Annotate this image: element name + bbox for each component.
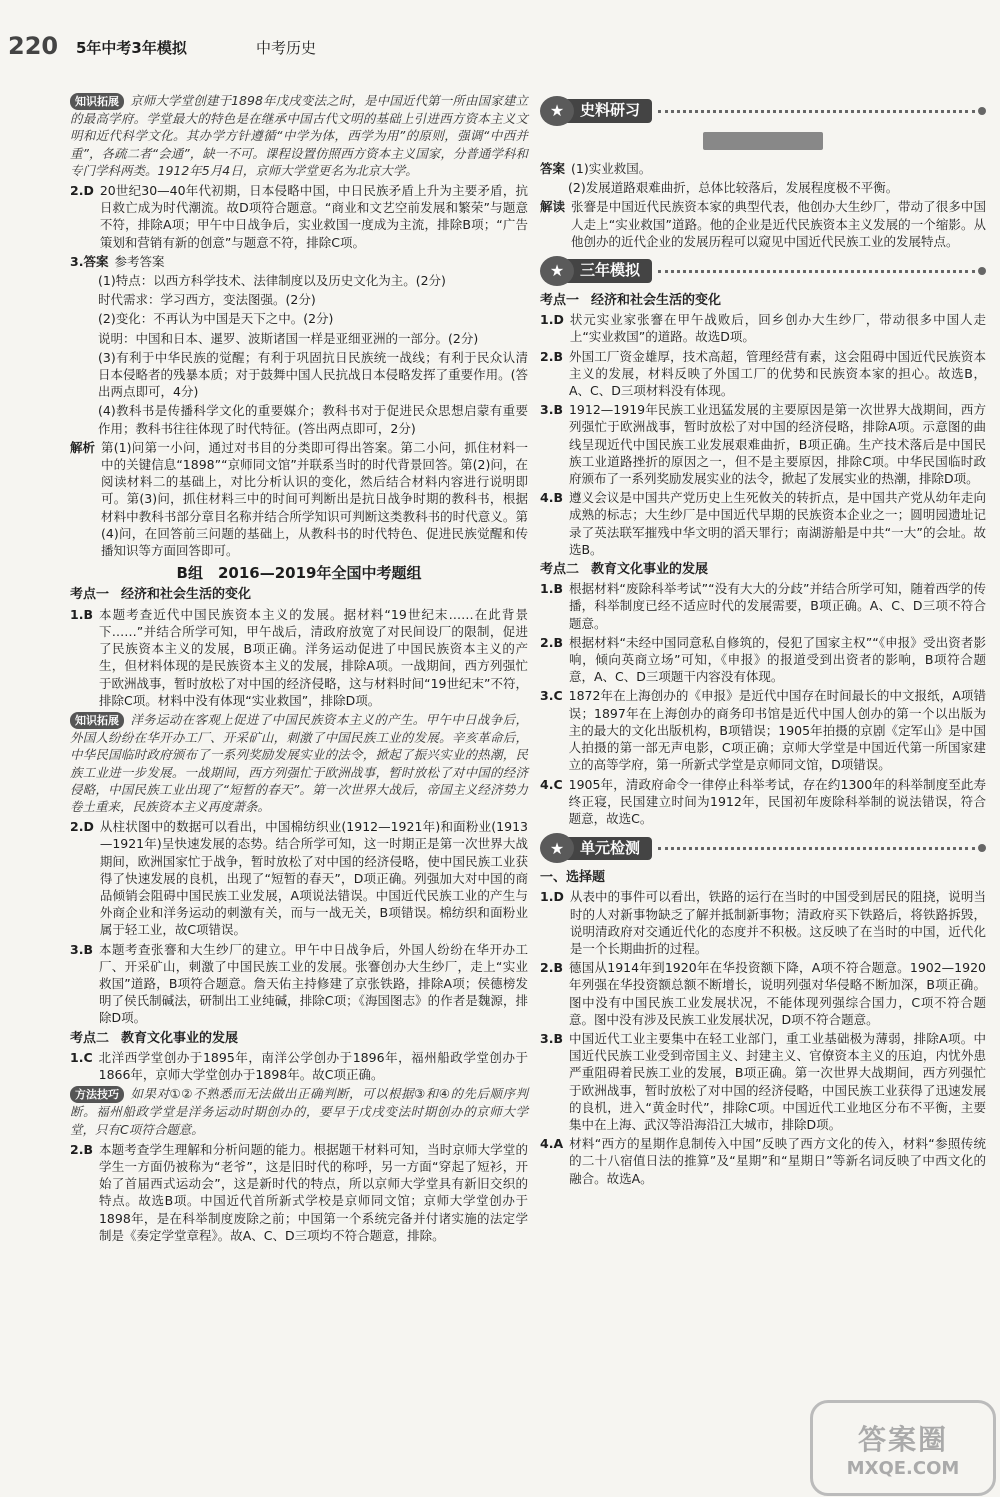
answer-item [540, 580, 986, 632]
knowledge-point-heading [540, 292, 986, 309]
group-title: B组 2016—2019年全国中考题组 [176, 564, 422, 583]
knowledge-point-heading [540, 561, 986, 578]
mascot-icon: ★ [540, 256, 574, 286]
answer-text: 材料“西方的星期作息制传入中国”反映了西方文化的传入，材料“参照传统的二十八宿值日法的推算”及“星期”和“星期日”等新名词反映了中西文化的融合。故选A。 [569, 1136, 986, 1186]
answer-item [70, 818, 528, 938]
kp-label: 考点二 [70, 1030, 110, 1046]
kp-title: 经济和社会生活的变化 [591, 293, 722, 309]
section-header-unit-test [540, 833, 986, 863]
answer-number: 2.B [70, 1141, 93, 1157]
divider-dot [978, 844, 986, 852]
answer-number: 1.B [540, 581, 563, 597]
answer-item [540, 489, 986, 558]
answer-number: 2.B [540, 348, 563, 364]
book-title: 5年中考3年模拟 [76, 39, 187, 57]
answer-sub: 说明：中国和日本、暹罗、波斯诸国一样是亚细亚洲的一部分。(2分) [98, 330, 479, 346]
answer-sub: (2)变化：不再认为中国是天下之中。(2分) [98, 311, 334, 327]
answer-text: 从柱状图中的数据可以看出，中国棉纺织业(1912—1921年)和面粉业(1913—1921年)呈快速发展的态势。结合所学可知，这一时期正是第一次世界大战期间，欧洲国家忙于战争，暂时放松了对中国的经济侵略，使中国民族工业获得了快速发展的良机，出现了“短暂的春天”，D项正确。列强加大对中国的商品倾销会阻碍中国民族工业发展，A项说法错误。中国近代民族工业的产生与外商企业和洋务运动的刺激有关，而与一战无关，B项错误。棉纺织和面粉业属于轻工业，故C项错误。 [99, 819, 528, 938]
answer-text: 本题考查学生理解和分析问题的能力。根据题干材料可知，当时京师大学堂的学生一方面仍被称为“老爷”，这是旧时代的称呼，另一方面“穿起了短衫，开始了首届西式运动会”，这是新时代的特点，所以京师大学堂具有新旧交织的特点。故选B项。中国近代首所新式学校是京师同文馆；京师大学堂创办于1898年，是在科举制度废除之前；中国第一个系统完备并付诸实施的法定学制是《奏定学堂章程》。故A、C、D三项均不符合题意，排除。 [98, 1141, 528, 1243]
answer-number: 3.答案 [70, 253, 109, 269]
kp-label: 考点二 [540, 562, 580, 578]
analysis-text: 第(1)问第一小问，通过对书目的分类即可得出答案。第二小问，抓住材料一中的关键信息“1898”“京师同文馆”并联系当时的时代背景回答。第(2)问，在阅读材料二的基础上，对比分析认识的变化，然后结合材料内容进行说明即可。第(3)问，抓住材料三中的时间可判断出是抗日战争时期的教科书，根据材料中教科书部分章目名称并结合所学知识可判断这类教科书的时代意义。第(4)问，在回答前三问题的基础上，从教科书的时代特色、促进民族觉醒和传播知识等方面回答即可。 [101, 439, 528, 559]
analysis-label: 解读 [540, 199, 566, 215]
kp-title: 经济和社会生活的变化 [121, 587, 252, 603]
answer-label: 答案 [540, 161, 566, 176]
answer-text: 根据材料“废除科举考试”“没有大大的分歧”并结合所学可知，随着西学的传播，科举制度已经不适应时代的发展需要，B项正确。A、C、D三项不符合题意。 [568, 581, 986, 631]
tip-badge: 方法技巧 [70, 1086, 124, 1103]
tip-text: 洋务运动在客观上促进了中国民族资本主义的产生。甲午中日战争后，外国人纷纷在华开办工厂、开采矿山，刺激了中国民族工业的发展。辛亥革命后，中华民国临时政府颁布了一系列奖励发展实业的法令，掀起了振兴实业的热潮，民族工业进一步发展。一战期间，西方列强忙于欧洲战事，暂时放松了对中国的经济侵略，中国民族工业出现了“短暂的春天”。第一次世界大战后，帝国主义经济势力卷土重来，民族资本主义再度萧条。 [70, 711, 528, 814]
answer-item [540, 311, 986, 345]
answer-text: 20世纪30—40年代初期，日本侵略中国，中日民族矛盾上升为主要矛盾，抗日救亡成为时代潮流。故D项符合题意。“商业和文艺空前发展和繁荣”与题意不符，排除A项；甲午中日战争后，实业救国一度成为主流，排除B项；“广告策划和营销有新的创意”与题意不符，排除C项。 [99, 183, 528, 250]
answer-text: 本题考查张謇和大生纱厂的建立。甲午中日战争后，外国人纷纷在华开办工厂、开采矿山，刺激了中国民族工业的发展。张謇创办大生纱厂，走上“实业救国”道路，B项符合题意。詹天佑主持修建了京张铁路，排除A项；侯德榜发明了侯氏制碱法，研制出工业纯碱，排除C项；《海国图志》的作者是魏源，排除D项。 [98, 941, 528, 1026]
tip-badge: 知识拓展 [70, 93, 124, 110]
answer-item [540, 401, 986, 487]
answer-item [70, 1049, 528, 1083]
answer-sub: (4)教科书是传播科学文化的重要媒介；教科书对于促进民众思想启蒙有重要作用；教科书往往体现了时代特征。(答出两点即可，2分) [98, 403, 528, 436]
section-label: 三年模拟 [564, 259, 652, 282]
page-number: 220 [8, 32, 59, 60]
answer-text: 遵义会议是中国共产党历史上生死攸关的转折点，是中国共产党从幼年走向成熟的标志；大生纱厂是中国近代早期的民族资本企业之一；圆明园遗址记录了英法联军摧残中华文明的滔天罪行；南湖游船是中共“一大”的会址。故选B。 [568, 490, 986, 557]
section-divider [658, 847, 975, 850]
answer-text: 1912—1919年民族工业迅猛发展的主要原因是第一次世界大战期间，西方列强忙于欧洲战事，暂时放松了对中国的经济侵略，排除A项。示意图的曲线呈现近代中国民族工业发展艰难曲折，B项正确。生产技术落后是中国民族工业道路挫折的原因之一，但不是主要原因，排除C项。中华民国临时政府颁布了一系列奖励发展实业的法令，掀起了发展实业的热潮，排除D项。 [568, 402, 986, 487]
analysis-label: 解析 [70, 439, 96, 455]
answer-sub: (2)发展道路艰难曲折，总体比较落后，发展程度极不平衡。 [568, 180, 899, 196]
answer-number: 3.C [540, 688, 563, 704]
answer-item [540, 888, 986, 957]
section-label: 单元检测 [564, 837, 652, 860]
answer-item [540, 959, 986, 1028]
answer-number: 1.D [540, 312, 564, 328]
knowledge-point-heading [70, 1030, 528, 1047]
analysis-text: 张謇是中国近代民族资本家的典型代表，他创办大生纱厂，带动了很多中国人走上“实业救国”道路。他的企业是近代民族资本主义发展的一个缩影。从他创办的近代企业的发展历程可以窥见中国近代民族工业的发展特点。 [571, 199, 986, 249]
answer-sub: (1)特点：以西方科学技术、法律制度以及历史文化为主。(2分) [98, 273, 446, 289]
divider-dot [978, 107, 986, 115]
tip-text: 京师大学堂创建于1898年戊戌变法之时，是中国近代第一所由国家建立的最高学府。学堂最大的特色是在继承中国古代文明的基础上引进西方资本主义文明和近代科学文化。其办学方针遵循“中学为体，西学为用”的原则，强调“中西并重”，各疏二者“会通”，缺一不可。课程设置仿照西方资本主义国家，分普通学科和专门学科两类。1912年5月4日，京师大学堂更名为北京大学。 [70, 93, 528, 178]
answer-label: 参考答案 [114, 253, 165, 269]
answer-number: 1.B [70, 606, 93, 622]
answer-number: 4.C [540, 776, 563, 792]
answer-text: (1)实业救国。 [571, 161, 652, 176]
mascot-icon: ★ [540, 833, 574, 863]
kp-title: 教育文化事业的发展 [591, 562, 709, 578]
answer-text: 本题考查近代中国民族资本主义的发展。据材料“19世纪末……在此背景下……”并结合所学可知，甲午战后，清政府放宽了对民间设厂的限制，促进了民族资本主义的发展，B项正确。洋务运动促进了中国民族资本主义的产生，但材料体现的是民族资本主义的发展，排除A项。一战期间，西方列强忙于欧洲战事，暂时放松了对中国的经济侵略，这与材料时间“19世纪末”不符，排除C项。材料中没有体现“实业救国”，排除D项。 [98, 606, 528, 708]
question-type-heading: 一、选择题 [540, 870, 606, 886]
analysis [540, 198, 986, 250]
mascot-icon: ★ [540, 96, 574, 126]
answer-text: 德国从1914年到1920年在华投资额下降，A项不符合题意。1902—1920年列强在华投资额总额不断增长，说明列强对华侵略不断加深，B项正确。图中没有中国民族工业发展状况，不能体现列强综合国力，C项不符合题意。图中没有涉及民族工业发展状况，D项不符合题意。 [568, 960, 986, 1027]
answer-number: 3.B [70, 941, 93, 957]
answer-number: 3.B [540, 402, 563, 418]
section-header-three-year [540, 256, 986, 286]
method-tip [70, 1085, 528, 1138]
page-header [8, 32, 992, 68]
site-watermark [810, 1400, 996, 1496]
answer-number: 4.B [540, 490, 563, 506]
answer-item [540, 1030, 986, 1133]
watermark-logo: 答案圈 [857, 1422, 948, 1456]
answer-text: 外国工厂资金雄厚，技术高超，管理经营有素，这会阻碍中国近代民族资本主义的发展，材料反映了外国工厂的优势和民族资本家的担心。故选B，A、C、D三项材料没有体现。 [568, 348, 986, 399]
answer-number: 2.B [540, 634, 563, 650]
answer-text: 状元实业家张謇在甲午战败后，回乡创办大生纱厂，带动很多中国人走上“实业救国”的道路。故选D项。 [569, 312, 986, 345]
right-column [540, 90, 986, 1189]
answer-text: 北洋西学堂创办于1895年，南洋公学创办于1896年，福州船政学堂创办于1866年，京师大学堂创办于1898年。故C项正确。 [98, 1049, 528, 1082]
knowledge-tip [70, 711, 528, 815]
knowledge-tip [70, 92, 528, 179]
answer-text: 根据材料“未经中国同意私自修筑的，侵犯了国家主权”“《申报》受出资者影响，倾向英商立场”可知，《申报》的报道受到出资者的影响，B项符合题意，A、C、D三项题干内容没有体现。 [568, 634, 986, 685]
answer-item [70, 182, 528, 251]
section-header-history-study [540, 96, 986, 126]
answer-number: 3.B [540, 1030, 563, 1046]
analysis [70, 439, 528, 559]
answer-item [540, 348, 986, 400]
tip-text: 如果对①②不熟悉而无法做出正确判断，可以根据③和④的先后顺序判断。福州船政学堂是洋务运动时期创办的，要早于戊戌变法时期创办的京师大学堂，只有C项符合题意。 [70, 1086, 528, 1137]
answer-item [70, 253, 528, 270]
answer-number: 1.C [70, 1049, 93, 1065]
source-banner [703, 132, 823, 150]
answer-number: 2.D [70, 819, 94, 835]
answer-text: 中国近代工业主要集中在轻工业部门，重工业基础极为薄弱，排除A项。中国近代民族工业受到帝国主义、封建主义、官僚资本主义的压迫，内忧外患严重阻碍着民族工业的发展，B项正确。第一次世界大战期间，西方列强忙于欧洲战事，暂时放松了对中国的经济侵略，中国民族工业获得了迅速发展的良机，进入“黄金时代”，排除C项。中国近代工业地区分布不平衡，主要集中在上海、武汉等沿海沿江大城市，排除D项。 [568, 1030, 986, 1132]
answer-item [540, 776, 986, 828]
watermark-url: MXQE.COM [846, 1457, 960, 1479]
answer-item [540, 687, 986, 773]
answer-sub: 时代需求：学习西方，变法图强。(2分) [98, 292, 316, 308]
tip-badge: 知识拓展 [70, 712, 124, 729]
left-column [70, 90, 528, 1246]
subject-title: 中考历史 [256, 39, 317, 57]
answer-item [540, 160, 986, 177]
kp-label: 考点一 [540, 293, 580, 309]
answer-item [70, 606, 528, 709]
section-label: 史料研习 [564, 99, 652, 122]
answer-item [540, 634, 986, 686]
section-divider [658, 110, 975, 113]
answer-number: 2.D [70, 183, 94, 199]
answer-text: 从表中的事件可以看出，铁路的运行在当时的中国受到居民的阻挠，说明当时的人对新事物缺乏了解并抵制新事物；清政府买下铁路后，将铁路拆毁，说明清政府对交通近代化的态度并不积极。这反映了在当时的中国，近代化是一个长期曲折的过程。 [569, 889, 986, 956]
answer-number: 1.D [540, 889, 564, 905]
answer-text: 1905年，清政府命令一律停止科举考试，存在约1300年的科举制度至此寿终正寝，民国建立时间为1912年，民国初年废除科举制的说法错误，符合题意，故选C。 [568, 776, 986, 826]
divider-dot [978, 267, 986, 275]
answer-item [70, 941, 528, 1027]
answer-number: 4.A [540, 1136, 564, 1152]
knowledge-point-heading [70, 586, 528, 603]
answer-text: 1872年在上海创办的《申报》是近代中国存在时间最长的中文报纸，A项错误；1897年在上海创办的商务印书馆是近代中国人创办的第一个以出版为主的最大的文化出版机构，B项错误；1905年拍摄的京剧《定军山》是中国人拍摄的第一部无声电影，C项正确；京师大学堂是中国近代第一所国家建立的高等学府，第一所新式学堂是京师同文馆，D项错误。 [568, 688, 986, 773]
answer-number: 2.B [540, 960, 563, 976]
section-divider [658, 270, 975, 273]
kp-label: 考点一 [70, 587, 110, 603]
kp-title: 教育文化事业的发展 [121, 1030, 239, 1046]
answer-item [540, 1135, 986, 1187]
answer-item [70, 1141, 528, 1244]
answer-sub: (3)有利于中华民族的觉醒；有利于巩固抗日民族统一战线；有利于民众认清日本侵略者的残暴本质；对于鼓舞中国人民抗战日本侵略发挥了重要作用。(答出两点即可，4分) [98, 349, 528, 400]
